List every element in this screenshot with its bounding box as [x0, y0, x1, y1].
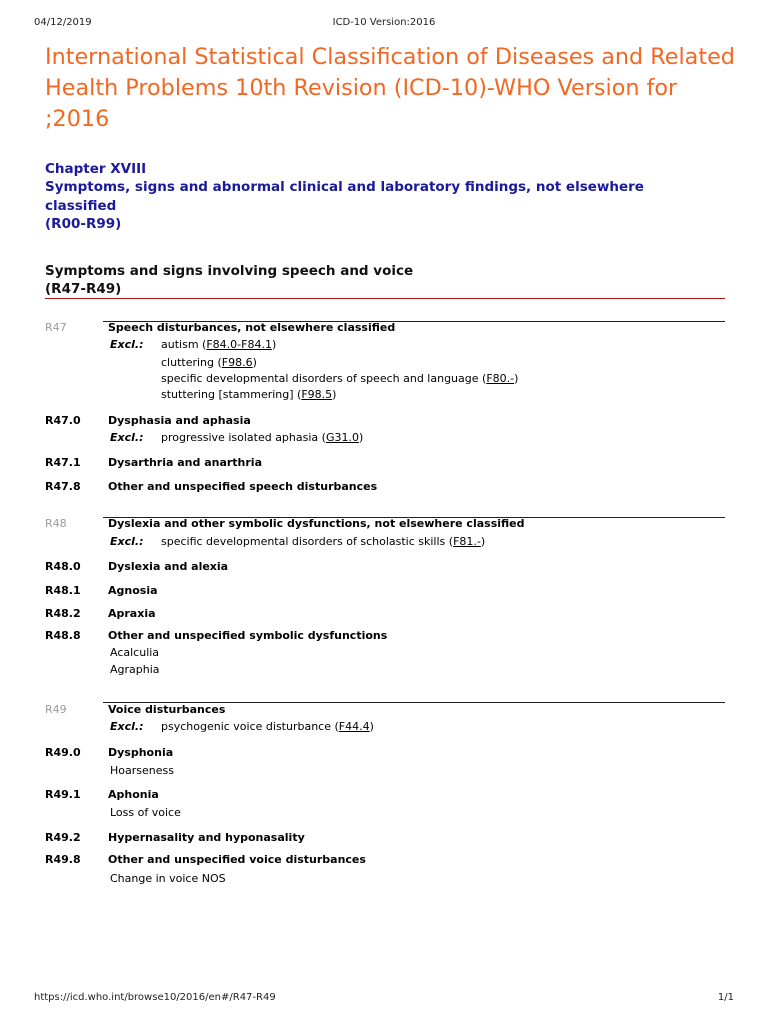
category-title-r47: Speech disturbances, not elsewhere classified — [108, 321, 396, 334]
subtitle-r48-0: Dyslexia and alexia — [108, 560, 229, 573]
subtitle-r49-2: Hypernasality and hyponasality — [108, 831, 305, 844]
excl-item-r48: specific developmental disorders of scholastic skills (F81.-) — [161, 535, 486, 548]
subtitle-r47-0: Dysphasia and aphasia — [108, 414, 251, 427]
inclusion-term: Acalculia — [110, 646, 160, 659]
inclusion-term: Agraphia — [110, 663, 160, 676]
excl-label-r47: Excl.: — [110, 338, 144, 351]
excl-item-r47: cluttering (F98.6) — [161, 356, 257, 369]
subtitle-r48-1: Agnosia — [108, 584, 158, 597]
subcode-r49-1[interactable]: R49.1 — [45, 788, 81, 801]
subcode-r49-8[interactable]: R49.8 — [45, 853, 81, 866]
excl-item-r47: stuttering [stammering] (F98.5) — [161, 388, 337, 401]
excl-label-r47-0: Excl.: — [110, 431, 144, 444]
print-footer — [34, 992, 734, 1006]
ref-link-f44[interactable]: F44.4 — [338, 720, 370, 733]
print-date: 04/12/2019 — [34, 17, 92, 28]
inclusion-term: Change in voice NOS — [110, 872, 226, 885]
inclusion-term: Loss of voice — [110, 806, 181, 819]
ref-link-f98-6[interactable]: F98.6 — [221, 356, 253, 369]
excl-label-r49: Excl.: — [110, 720, 144, 733]
subtitle-r48-2: Apraxia — [108, 607, 156, 620]
subtitle-r49-1: Aphonia — [108, 788, 159, 801]
block-range: (R47-R49) — [45, 281, 122, 297]
subtitle-r49-0: Dysphonia — [108, 746, 174, 759]
ref-link-f98-5[interactable]: F98.5 — [301, 388, 333, 401]
ref-link-f80[interactable]: F80.- — [486, 372, 515, 385]
print-url[interactable]: https://icd.who.int/browse10/2016/en#/R47-R49 — [34, 992, 276, 1003]
category-title-r48: Dyslexia and other symbolic dysfunctions, not elsewhere classified — [108, 517, 525, 530]
subcode-r48-0[interactable]: R48.0 — [45, 560, 81, 573]
subcode-r47-8[interactable]: R47.8 — [45, 480, 81, 493]
category-code-r49[interactable]: R49 — [45, 703, 67, 716]
ref-link-f81[interactable]: F81.- — [453, 535, 481, 548]
subcode-r47-1[interactable]: R47.1 — [45, 456, 81, 469]
chapter-title-line1: Symptoms, signs and abnormal clinical and laboratory findings, not elsewhere — [45, 179, 644, 196]
subtitle-r48-8: Other and unspecified symbolic dysfunctions — [108, 629, 388, 642]
excl-item-r47: specific developmental disorders of speech and language (F80.-) — [161, 372, 519, 385]
category-code-r47[interactable]: R47 — [45, 321, 67, 334]
subtitle-r49-8: Other and unspecified voice disturbances — [108, 853, 366, 866]
subtitle-r47-1: Dysarthria and anarthria — [108, 456, 262, 469]
block-divider — [45, 298, 725, 299]
print-header — [34, 17, 734, 31]
excl-item-r47-0: progressive isolated aphasia (G31.0) — [161, 431, 364, 444]
subcode-r47-0[interactable]: R47.0 — [45, 414, 81, 427]
block-title: Symptoms and signs involving speech and voice — [45, 263, 414, 279]
inclusion-term: Hoarseness — [110, 764, 174, 777]
block-heading — [45, 262, 735, 298]
ref-link-f84[interactable]: F84.0-F84.1 — [206, 338, 272, 351]
excl-item-r47: autism (F84.0-F84.1) — [161, 338, 277, 351]
ref-link-g31[interactable]: G31.0 — [325, 431, 359, 444]
subcode-r49-0[interactable]: R49.0 — [45, 746, 81, 759]
category-title-r49: Voice disturbances — [108, 703, 226, 716]
category-code-r48[interactable]: R48 — [45, 517, 67, 530]
page-title: International Statistical Classification of Diseases and Related Health Problems 10th Revision (ICD-10)-WHO Version for ;2016 — [45, 44, 735, 132]
excl-item-r49: psychogenic voice disturbance (F44.4) — [161, 720, 374, 733]
subcode-r49-2[interactable]: R49.2 — [45, 831, 81, 844]
subtitle-r47-8: Other and unspecified speech disturbances — [108, 480, 378, 493]
chapter-title-line2: classified — [45, 197, 117, 214]
print-page-number: 1/1 — [717, 992, 734, 1003]
chapter-heading — [45, 160, 735, 233]
subcode-r48-1[interactable]: R48.1 — [45, 584, 81, 597]
print-doc-title: ICD-10 Version:2016 — [332, 17, 436, 28]
chapter-number: Chapter XVIII — [45, 161, 147, 177]
subcode-r48-8[interactable]: R48.8 — [45, 629, 81, 642]
excl-label-r48: Excl.: — [110, 535, 144, 548]
subcode-r48-2[interactable]: R48.2 — [45, 607, 81, 620]
chapter-range: (R00-R99) — [45, 215, 122, 232]
